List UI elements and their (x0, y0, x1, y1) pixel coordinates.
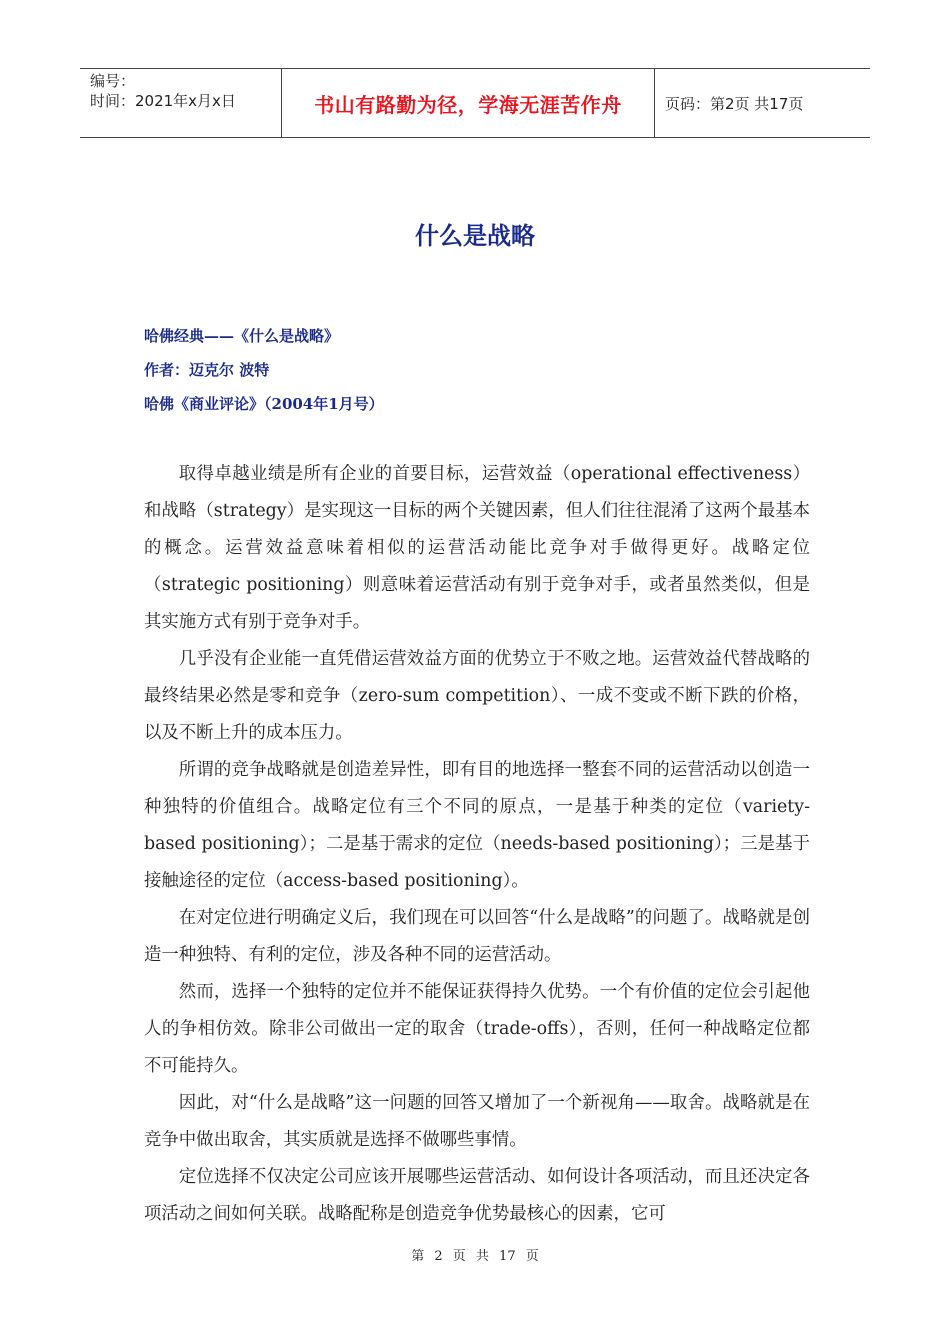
header-page-cell (655, 69, 870, 137)
paragraph: 定位选择不仅决定公司应该开展哪些运营活动、如何设计各项活动，而且还决定各项活动之间如何关联。战略配称是创造竞争优势最核心的因素，它可 (144, 1167, 810, 1224)
header-left-cell (80, 69, 281, 137)
author-line: 作者：迈克尔 波特 (144, 361, 270, 379)
article-meta (144, 322, 384, 424)
motto: 书山有路勤为径，学海无涯苦作舟 (314, 92, 622, 117)
document-title: 什么是战略 (415, 222, 535, 250)
number-label: 编号： (90, 72, 136, 90)
header-table (80, 68, 870, 138)
page-footer: 第 2 页 共 17 页 (411, 1249, 539, 1264)
page-info: 页码：第2页 共17页 (665, 94, 804, 113)
source-line: 哈佛《商业评论》（2004年1月号） (144, 395, 384, 413)
time-label: 时间：2021年x月x日 (90, 92, 236, 110)
series-line: 哈佛经典——《什么是战略》 (144, 327, 340, 345)
paragraph: 几乎没有企业能一直凭借运营效益方面的优势立于不败之地。运营效益代替战略的最终结果必然是零和竞争（zero-sum competition）、一成不变或不断下跌的价格，以及不断上升的成本压力。 (144, 649, 810, 743)
header-motto-cell (281, 69, 655, 137)
paragraph: 所谓的竞争战略就是创造差异性，即有目的地选择一整套不同的运营活动以创造一种独特的价值组合。战略定位有三个不同的原点，一是基于种类的定位（variety-based positioning）；二是基于需求的定位（needs-based positioning）；三是基于接触途径的定位（access-based positioning）。 (144, 760, 810, 891)
paragraph: 因此，对“什么是战略”这一问题的回答又增加了一个新视角——取舍。战略就是在竞争中做出取舍，其实质就是选择不做哪些事情。 (144, 1093, 810, 1150)
paragraph: 取得卓越业绩是所有企业的首要目标，运营效益（operational effectiveness）和战略（strategy）是实现这一目标的两个关键因素，但人们往往混淆了这两个最基本的概念。运营效益意味着相似的运营活动能比竞争对手做得更好。战略定位（strategic positioning）则意味着运营活动有别于竞争对手，或者虽然类似，但是其实施方式有别于竞争对手。 (144, 464, 810, 632)
paragraph: 在对定位进行明确定义后，我们现在可以回答“什么是战略”的问题了。战略就是创造一种独特、有利的定位，涉及各种不同的运营活动。 (144, 908, 810, 965)
paragraph: 然而，选择一个独特的定位并不能保证获得持久优势。一个有价值的定位会引起他人的争相仿效。除非公司做出一定的取舍（trade-offs），否则，任何一种战略定位都不可能持久。 (144, 982, 810, 1076)
article-body (144, 456, 810, 1233)
